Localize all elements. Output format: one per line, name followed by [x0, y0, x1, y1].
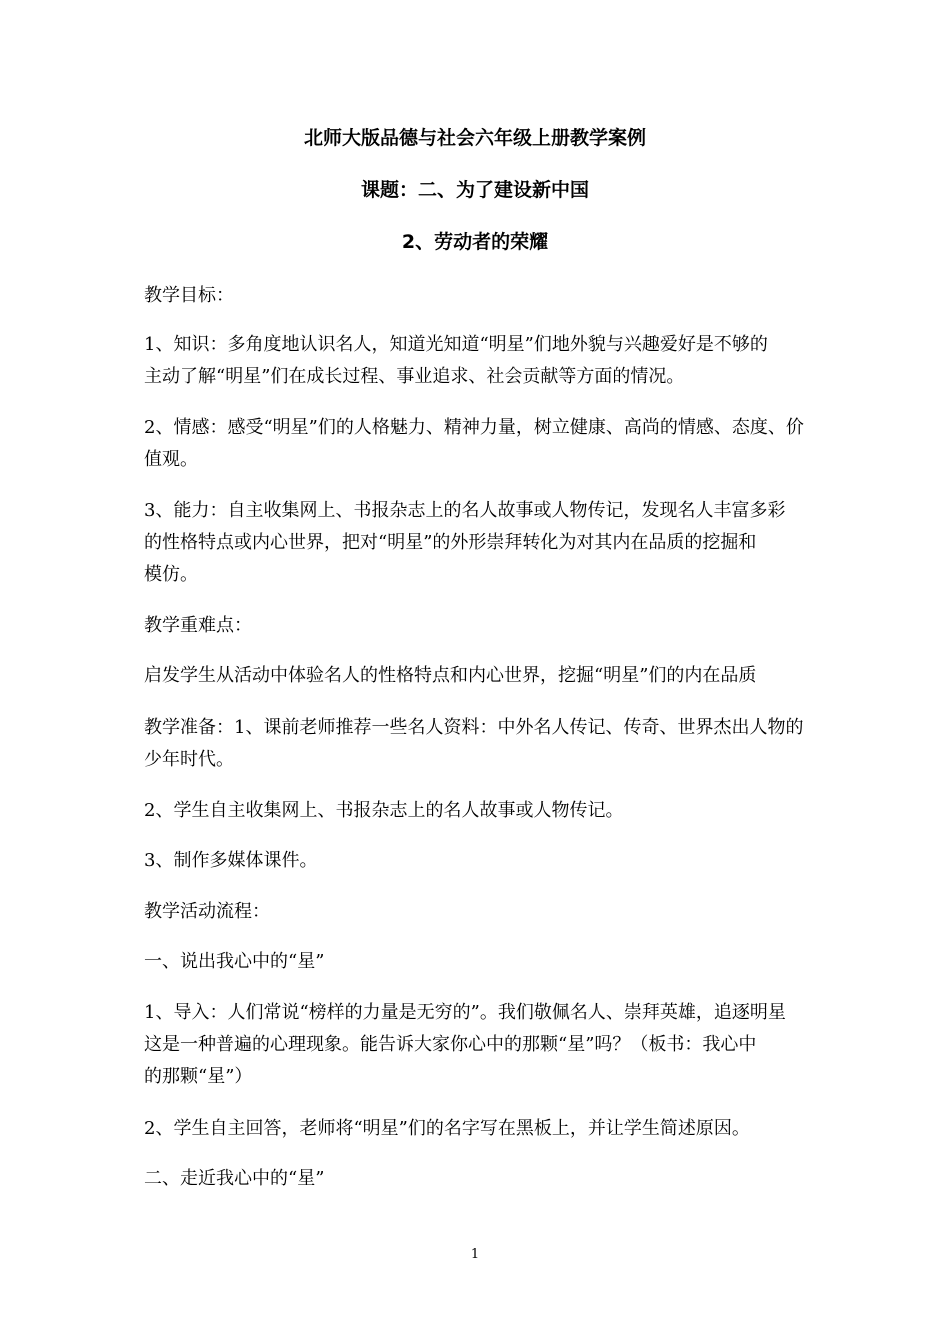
objective-knowledge-line: 1、知识：多角度地认识名人，知道光知道“明星”们地外貌与兴趣爱好是不够的 — [144, 334, 768, 355]
objective-knowledge — [144, 329, 814, 393]
objective-knowledge-line: 主动了解“明星”们在成长过程、事业追求、社会贡献等方面的情况。 — [144, 366, 685, 387]
page-number: 1 — [470, 1247, 480, 1262]
lesson-title: 课题：二、为了建设新中国 — [360, 179, 589, 201]
step-intro-line: 这是一种普遍的心理现象。能告诉大家你心中的那颗“星”吗？（板书：我心中 — [144, 1034, 757, 1055]
preparation-line: 少年时代。 — [144, 749, 234, 770]
objective-emotion-line: 2、情感：感受“明星”们的人格魅力、精神力量，树立健康、高尚的情感、态度、价 — [144, 417, 804, 438]
preparation-item-2: 2、学生自主收集网上、书报杂志上的名人故事或人物传记。 — [144, 800, 624, 821]
step-intro-line: 的那颗“星”） — [144, 1066, 253, 1087]
difficulty-text: 启发学生从活动中体验名人的性格特点和内心世界，挖掘“明星”们的内在品质 — [144, 665, 757, 686]
objective-ability-line: 的性格特点或内心世界，把对“明星”的外形崇拜转化为对其内在品质的挖掘和 — [144, 532, 757, 553]
section-heading-2: 二、走近我心中的“星” — [144, 1168, 325, 1189]
objective-ability-line: 3、能力：自主收集网上、书报杂志上的名人故事或人物传记，发现名人丰富多彩 — [144, 500, 786, 521]
step-intro-line: 1、导入：人们常说“榜样的力量是无穷的”。我们敬佩名人、崇拜英雄，追逐明星 — [144, 1002, 786, 1023]
difficulty-heading: 教学重难点： — [144, 615, 252, 636]
section-heading-1: 一、说出我心中的“星” — [144, 951, 325, 972]
objective-ability — [144, 495, 814, 591]
step-answer: 2、学生自主回答，老师将“明星”们的名字写在黑板上，并让学生简述原因。 — [144, 1118, 750, 1139]
document-title: 北师大版品德与社会六年级上册教学案例 — [303, 127, 646, 149]
preparation — [144, 712, 814, 776]
preparation-line: 教学准备：1、课前老师推荐一些名人资料：中外名人传记、传奇、世界杰出人物的 — [144, 717, 804, 738]
step-intro — [144, 997, 814, 1093]
objective-emotion-line: 值观。 — [144, 449, 198, 470]
flow-heading: 教学活动流程： — [144, 901, 270, 922]
objectives-heading: 教学目标： — [144, 285, 234, 306]
preparation-item-3: 3、制作多媒体课件。 — [144, 850, 318, 871]
objective-emotion — [144, 412, 814, 476]
lesson-subtitle: 2、劳动者的荣耀 — [401, 231, 549, 253]
objective-ability-line: 模仿。 — [144, 564, 198, 585]
